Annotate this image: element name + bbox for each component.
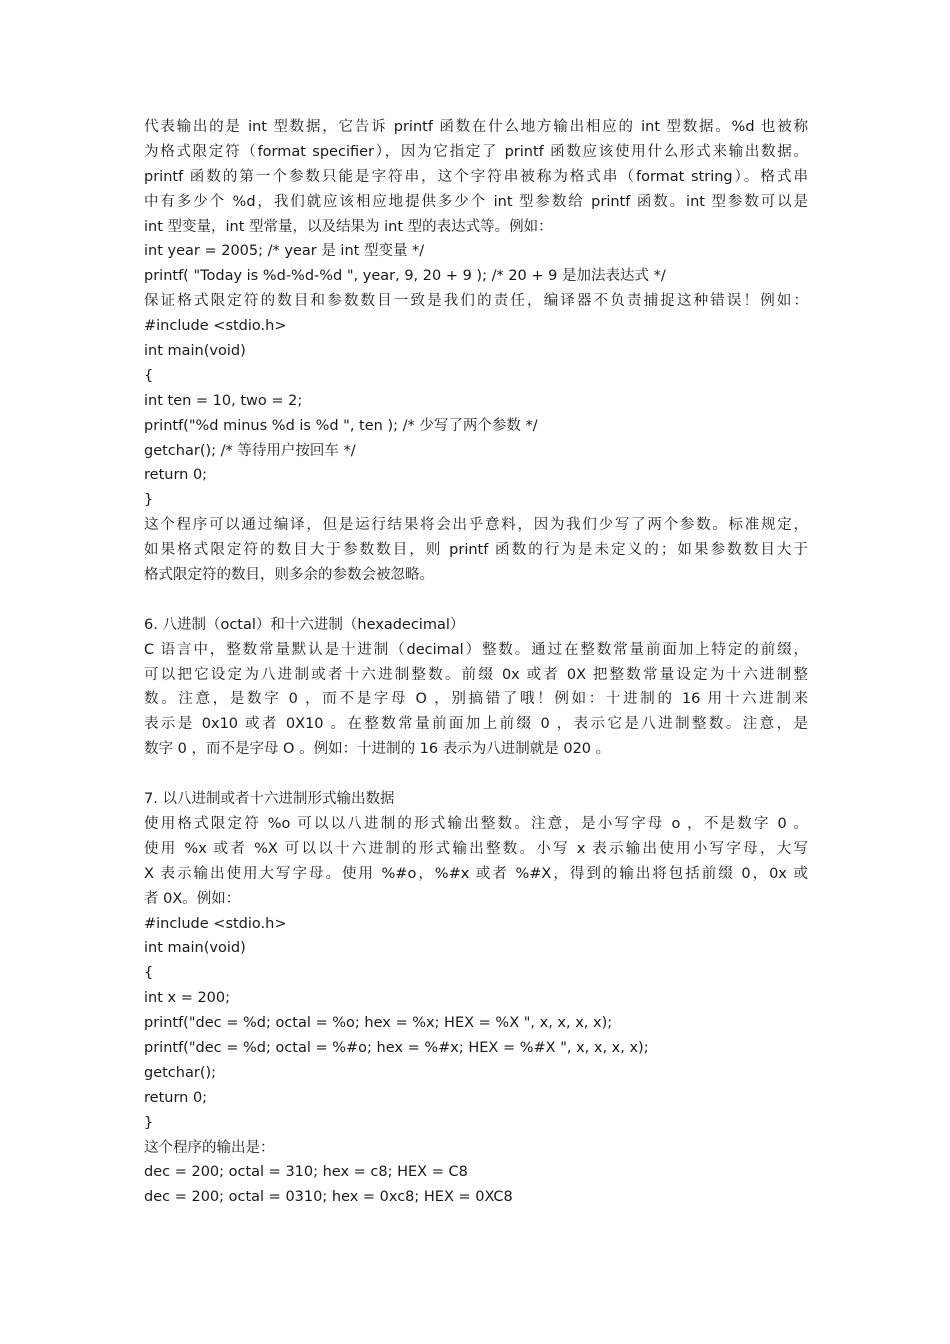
text-line: 使用 %x 或者 %X 可以以十六进制的形式输出整数。小写 x 表示输出使用小写字母，大写 (144, 840, 808, 857)
text-line: #include <stdio.h> (144, 915, 287, 932)
text-line: 7. 以八进制或者十六进制形式输出数据 (144, 791, 395, 808)
text-line: return 0; (144, 467, 208, 484)
text-line: int 型变量，int 型常量，以及结果为 int 型的表达式等。例如： (144, 218, 553, 235)
text-line: return 0; (144, 1089, 208, 1106)
text-line: dec = 200; octal = 310; hex = c8; HEX = C8 (144, 1164, 468, 1181)
text-line: printf("dec = %d; octal = %#o; hex = %#x; HEX = %#X ", x, x, x, x); (144, 1039, 649, 1056)
text-line: int main(void) (144, 940, 246, 957)
text-line: X 表示输出使用大写字母。使用 %#o，%#x 或者 %#X，得到的输出将包括前缀 0，0x 或 (144, 865, 808, 882)
text-line: } (144, 492, 154, 509)
text-line: 这个程序的输出是： (144, 1139, 275, 1156)
text-line: 保证格式限定符的数目和参数数目一致是我们的责任，编译器不负责捕捉这种错误！例如： (144, 293, 808, 310)
text-line: C 语言中，整数常量默认是十进制（decimal）整数。通过在整数常量前面加上特定的前缀， (144, 641, 808, 658)
text-line: #include <stdio.h> (144, 318, 287, 335)
text-line: 中有多少个 %d，我们就应该相应地提供多少个 int 型参数给 printf 函数。int 型参数可以是 (144, 193, 808, 210)
text-line: 6. 八进制（octal）和十六进制（hexadecimal） (144, 616, 465, 633)
text-line: 代表输出的是 int 型数据，它告诉 printf 函数在什么地方输出相应的 int 型数据。%d 也被称 (144, 119, 808, 135)
text-line: 者 0X。例如： (144, 890, 241, 907)
document-body (144, 115, 808, 1210)
text-line: getchar(); (144, 1064, 217, 1081)
text-line: 如果格式限定符的数目大于参数数目，则 printf 函数的行为是未定义的；如果参数数目大于 (144, 542, 808, 559)
text-line: 数。注意，是数字 0 ，而不是字母 O ，别搞错了哦！例如：十进制的 16 用十六进制来 (144, 691, 808, 708)
text-line: { (144, 965, 154, 982)
text-line: printf("dec = %d; octal = %o; hex = %x; HEX = %X ", x, x, x, x); (144, 1015, 613, 1032)
text-line: 为格式限定符（format specifier），因为它指定了 printf 函数应该使用什么形式来输出数据。 (144, 143, 808, 160)
text-line: 使用格式限定符 %o 可以以八进制的形式输出整数。注意，是小写字母 o ，不是数字 0 。 (144, 815, 808, 832)
blank-line (144, 588, 808, 613)
blank-line (144, 762, 808, 787)
text-line: printf 函数的第一个参数只能是字符串，这个字符串被称为格式串（format string）。格式串 (144, 168, 808, 185)
text-line: int year = 2005; /* year 是 int 型变量 */ (144, 243, 425, 260)
text-line: printf( "Today is %d-%d-%d ", year, 9, 20 + 9 ); /* 20 + 9 是加法表达式 */ (144, 268, 666, 285)
text-line: } (144, 1114, 154, 1131)
text-line: 数字 0 ，而不是字母 O 。例如：十进制的 16 表示为八进制就是 020 。 (144, 741, 611, 758)
text-line: printf("%d minus %d is %d ", ten ); /* 少写了两个参数 */ (144, 417, 538, 434)
text-line: 可以把它设定为八进制或者十六进制整数。前缀 0x 或者 0X 把整数常量设定为十六进制整 (144, 666, 808, 683)
text-line: getchar(); /* 等待用户按回车 */ (144, 442, 356, 459)
text-line: int x = 200; (144, 990, 231, 1007)
text-line: { (144, 367, 154, 384)
text-line: 格式限定符的数目，则多余的参数会被忽略。 (144, 567, 434, 584)
text-line: dec = 200; octal = 0310; hex = 0xc8; HEX = 0XC8 (144, 1189, 513, 1206)
text-line: 表示是 0x10 或者 0X10 。在整数常量前面加上前缀 0 ，表示它是八进制整数。注意，是 (144, 716, 808, 733)
text-line: int ten = 10, two = 2; (144, 392, 303, 409)
text-line: int main(void) (144, 343, 246, 360)
text-line: 这个程序可以通过编译，但是运行结果将会出乎意料，因为我们少写了两个参数。标准规定， (144, 517, 808, 534)
